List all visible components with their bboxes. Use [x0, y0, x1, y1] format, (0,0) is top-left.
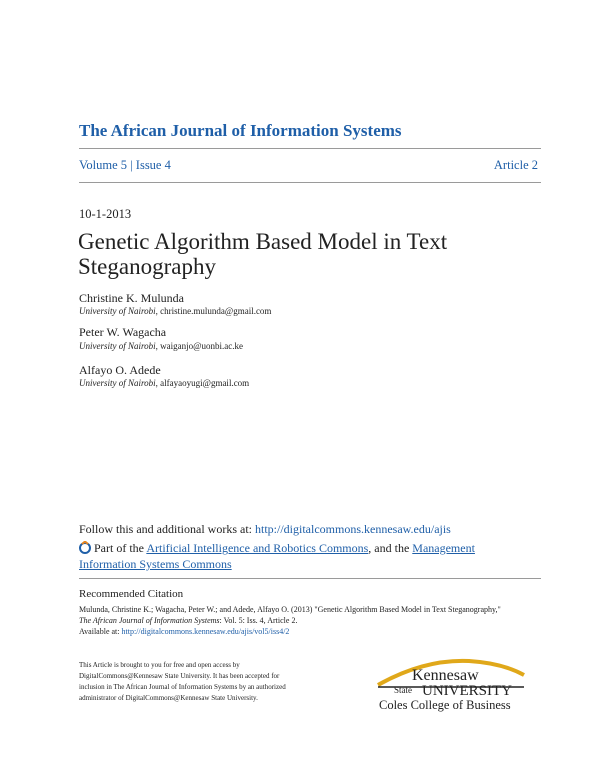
author-email: waiganjo@uonbi.ac.ke	[160, 341, 243, 351]
article-number-link[interactable]: Article 2	[493, 158, 538, 172]
citation-volume: : Vol. 5: Iss. 4, Article 2.	[219, 616, 298, 625]
part-of-middle: , and the	[368, 541, 413, 555]
logo-state-text: State	[394, 685, 412, 695]
follow-line	[79, 522, 451, 537]
open-access-icon	[79, 541, 91, 557]
volume-issue-link[interactable]: Volume 5 | Issue 4	[79, 158, 171, 172]
citation-divider	[79, 578, 541, 579]
part-of-line	[79, 541, 519, 571]
citation-available-prefix: Available at:	[79, 627, 122, 636]
citation-text	[79, 604, 529, 637]
paper-title: Genetic Algorithm Based Model in Text Steganography	[78, 229, 448, 279]
logo-kennesaw-text: Kennesaw	[412, 667, 479, 684]
citation-line1: Mulunda, Christine K.; Wagacha, Peter W.; and Adede, Alfayo O. (2013) "Genetic Algorithm Based Model in Text Steganography,"	[79, 605, 501, 614]
author-name: Alfayo O. Adede	[79, 363, 161, 377]
author-affiliation: University of Nairobi	[79, 378, 156, 388]
access-notice: This Article is brought to you for free and open access by DigitalCommons@Kennesaw State University. It has been accepted for inclusion in The African Journal of Information Systems by an authorized administrator of DigitalCommons@Kennesaw State University.	[79, 661, 286, 702]
author-affiliation-line	[79, 378, 249, 388]
coles-college-text: Coles College of Business	[379, 698, 511, 712]
journal-title[interactable]: The African Journal of Information Systems	[79, 121, 402, 140]
ai-robotics-commons-link[interactable]: Artificial Intelligence and Robotics Commons	[146, 541, 369, 555]
author-email: christine.mulunda@gmail.com	[160, 306, 272, 316]
author-name: Peter W. Wagacha	[79, 325, 167, 339]
author-affiliation: University of Nairobi	[79, 341, 156, 351]
logo-university-text: UNIVERSITY	[422, 683, 512, 699]
citation-heading: Recommended Citation	[79, 588, 184, 600]
affiliation-separator: ,	[155, 341, 161, 351]
header-divider	[79, 148, 541, 149]
affiliation-separator: ,	[155, 378, 161, 388]
author-affiliation-line	[79, 341, 243, 351]
author-affiliation-line	[79, 306, 271, 316]
citation-journal: The African Journal of Information Systems	[79, 616, 220, 625]
author-email: alfayaoyugi@gmail.com	[160, 378, 250, 388]
author-affiliation: University of Nairobi	[79, 306, 156, 316]
author-name: Christine K. Mulunda	[79, 291, 184, 305]
mis-commons-link[interactable]: Management Information Systems Commons	[79, 541, 475, 571]
follow-prefix: Follow this and additional works at:	[79, 522, 255, 536]
citation-url-link[interactable]: http://digitalcommons.kennesaw.edu/ajis/vol5/iss4/2	[121, 627, 290, 636]
part-of-prefix: Part of the	[94, 541, 147, 555]
header-divider-bottom	[79, 182, 541, 183]
affiliation-separator: ,	[155, 306, 161, 316]
publication-date: 10-1-2013	[79, 207, 132, 221]
follow-url-link[interactable]: http://digitalcommons.kennesaw.edu/ajis	[255, 522, 451, 536]
